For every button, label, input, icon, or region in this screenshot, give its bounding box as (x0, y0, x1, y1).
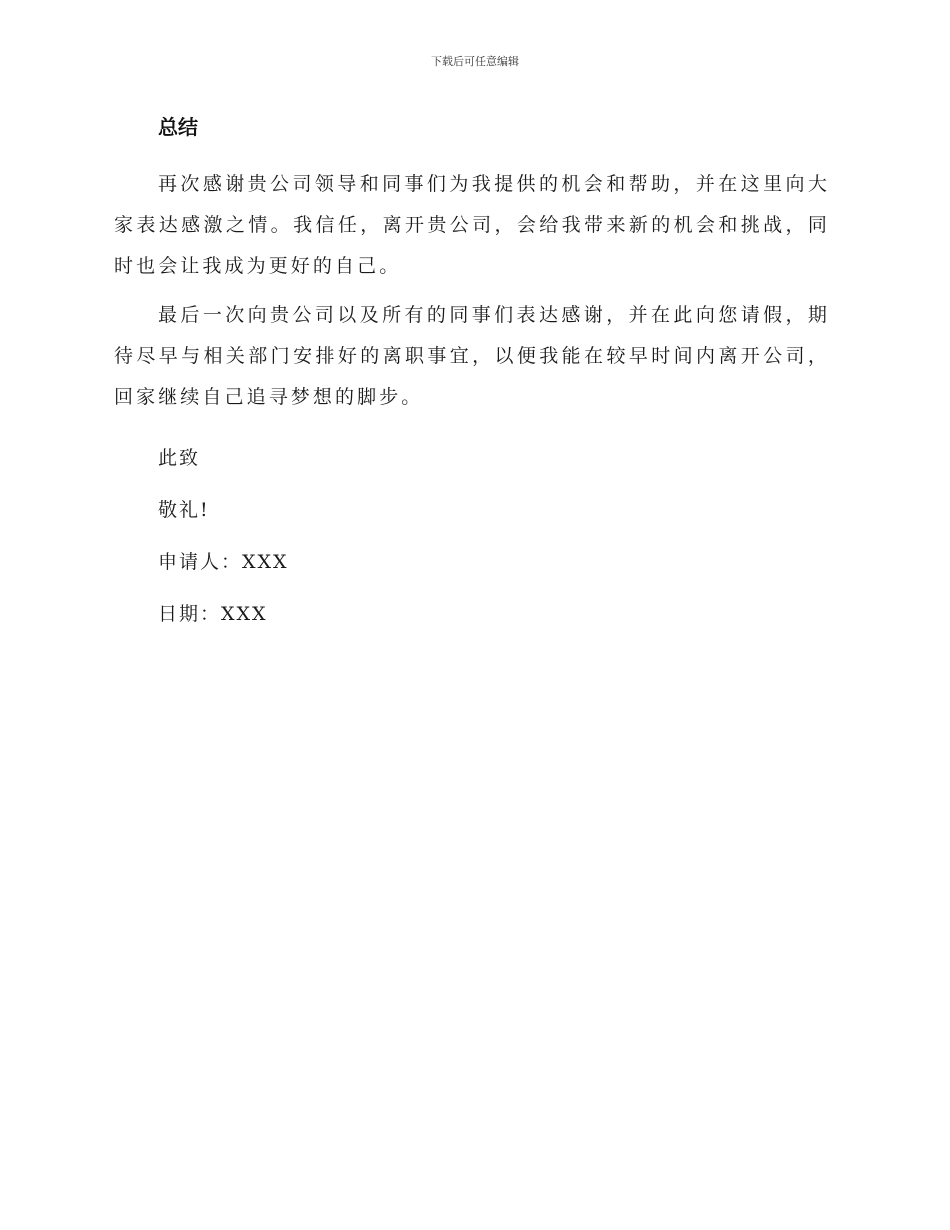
header-note: 下载后可任意编辑 (431, 55, 519, 68)
closing-line: 此致 (158, 447, 201, 469)
paragraph-farewell: 最后一次向贵公司以及所有的同事们表达感谢，并在此向您请假，期待尽早与相关部门安排好的离职事宜，以便我能在较早时间内离开公司，回家继续自己追寻梦想的脚步。 (114, 304, 830, 408)
section-title: 总结 (158, 115, 198, 139)
applicant-line: 申请人：XXX (158, 551, 289, 573)
salutation-line: 敬礼! (158, 499, 210, 521)
paragraph-thanks: 再次感谢贵公司领导和同事们为我提供的机会和帮助，并在这里向大家表达感激之情。我信任，离开贵公司，会给我带来新的机会和挑战，同时也会让我成为更好的自己。 (114, 173, 830, 277)
document-body (114, 112, 830, 648)
date-line: 日期：XXX (158, 603, 268, 625)
